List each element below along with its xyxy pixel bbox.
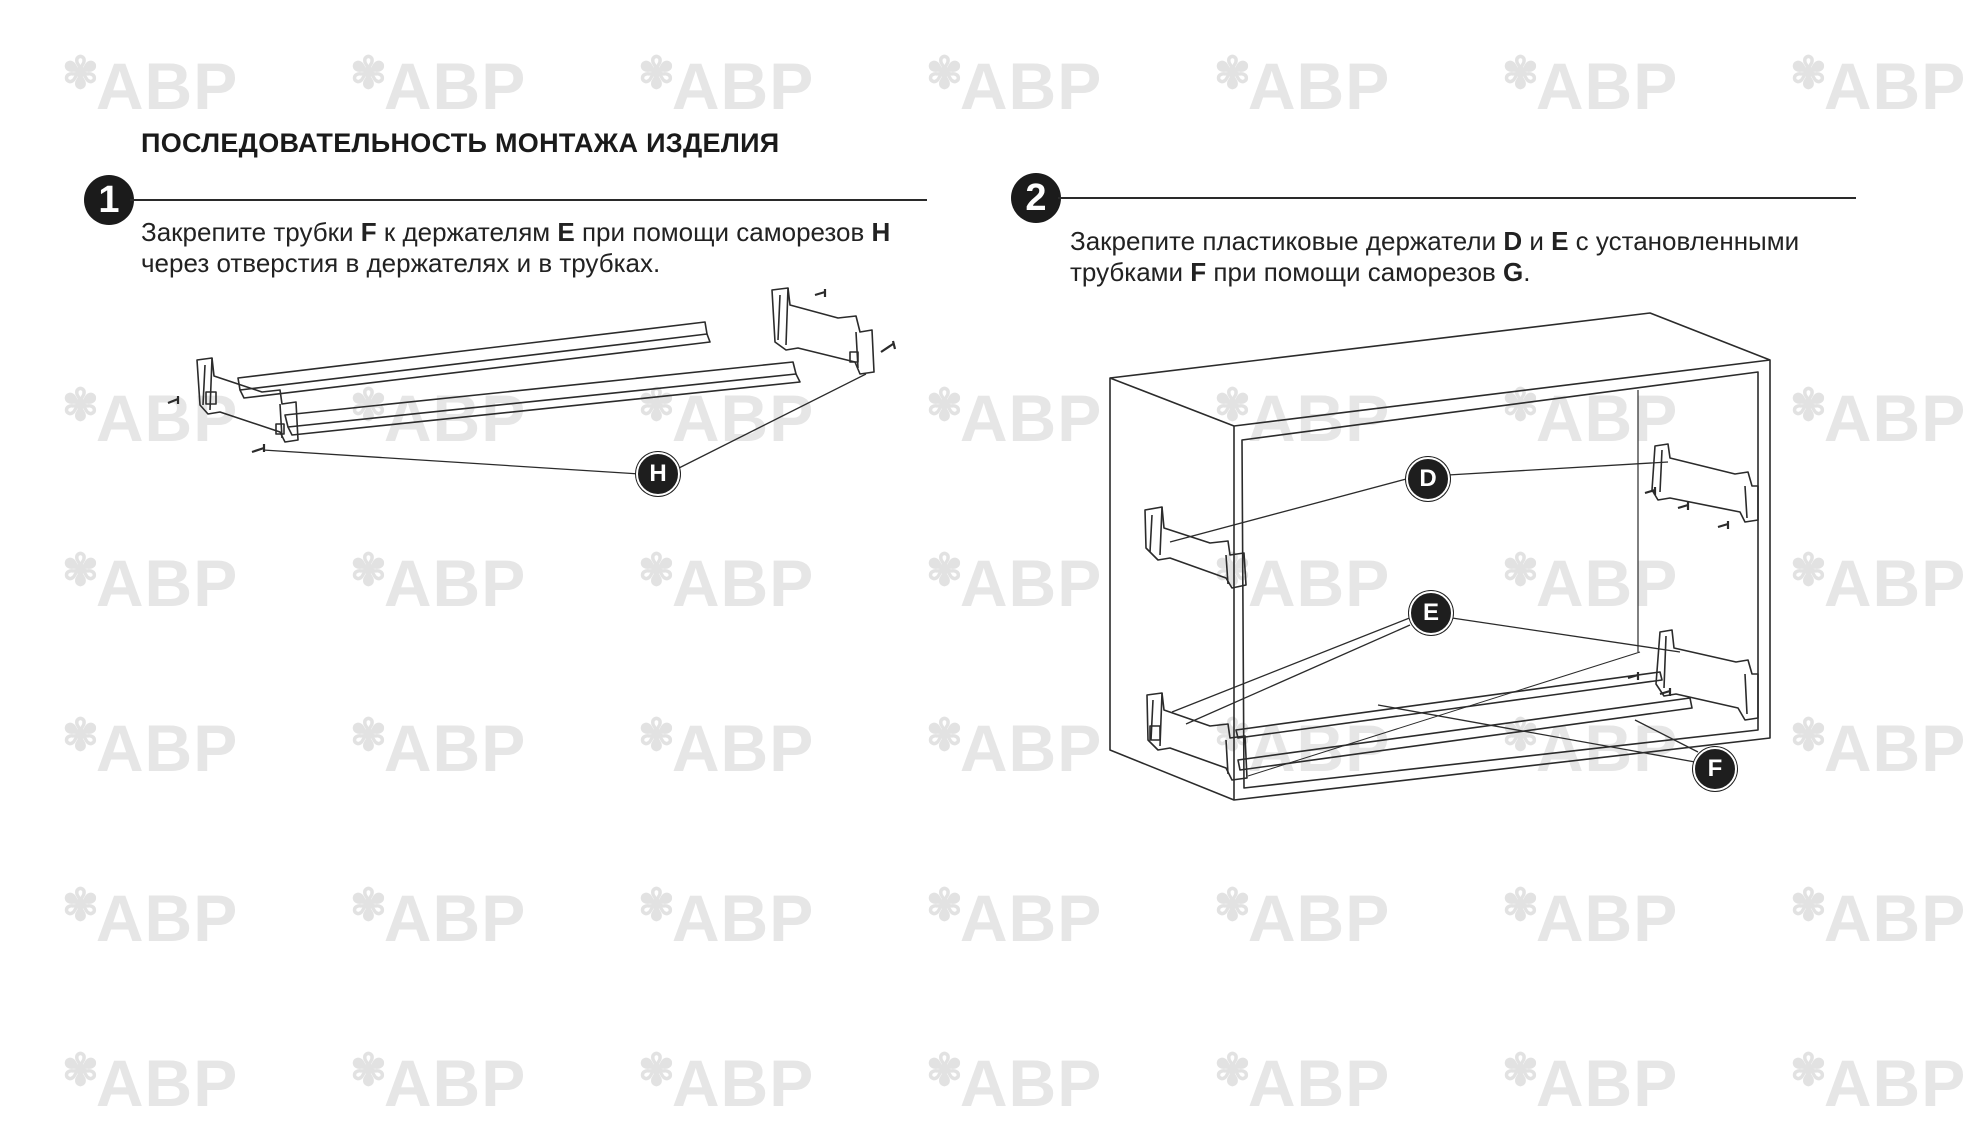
watermark-logo: ✾АВР — [62, 1046, 239, 1120]
watermark-logo: ✾АВР — [1214, 546, 1391, 620]
watermark-logo: ✾АВР — [1502, 711, 1679, 785]
watermark-logo: ✾АВР — [1214, 711, 1391, 785]
watermark-logo: ✾АВР — [638, 546, 815, 620]
watermark-logo: ✾АВР — [1790, 49, 1966, 123]
step-1-number: 1 — [84, 175, 134, 225]
watermark-logo: ✾АВР — [350, 881, 527, 955]
watermark-logo: ✾АВР — [62, 546, 239, 620]
callout-f: F — [1693, 747, 1737, 791]
watermark-logo: ✾АВР — [926, 1046, 1103, 1120]
watermark-logo: ✾АВР — [1502, 1046, 1679, 1120]
step-1-instruction: Закрепите трубки F к держателям E при помощи саморезов H через отверстия в держателях и в трубках. — [141, 217, 891, 278]
watermark-logo: ✾АВР — [1214, 1046, 1391, 1120]
watermark-logo: ✾АВР — [1790, 1046, 1966, 1120]
watermark-logo: ✾АВР — [1502, 546, 1679, 620]
watermark-logo: ✾АВР — [638, 881, 815, 955]
watermark-logo: ✾АВР — [350, 711, 527, 785]
watermark-logo: ✾АВР — [62, 381, 239, 455]
callout-d: D — [1406, 457, 1450, 501]
watermark-logo: ✾АВР — [1790, 381, 1966, 455]
watermark-logo: ✾АВР — [1790, 711, 1966, 785]
watermark-logo: ✾АВР — [638, 49, 815, 123]
watermark-logo: ✾АВР — [350, 381, 527, 455]
watermark-logo: ✾АВР — [926, 49, 1103, 123]
watermark-logo: ✾АВР — [926, 881, 1103, 955]
watermark-logo: ✾АВР — [926, 381, 1103, 455]
watermark-logo: ✾АВР — [1790, 546, 1966, 620]
step-2-instruction: Закрепите пластиковые держатели D и E с установленными трубками F при помощи саморезов G. — [1070, 226, 1800, 287]
watermark-logo: ✾АВР — [350, 1046, 527, 1120]
watermark-logo: ✾АВР — [638, 381, 815, 455]
watermark-logo: ✾АВР — [1502, 49, 1679, 123]
callout-h: H — [636, 452, 680, 496]
watermark-logo: ✾АВР — [1502, 881, 1679, 955]
step-1-illustration — [168, 288, 895, 474]
watermark-logo: ✾АВР — [926, 546, 1103, 620]
callout-e: E — [1409, 591, 1453, 635]
page-title: ПОСЛЕДОВАТЕЛЬНОСТЬ МОНТАЖА ИЗДЕЛИЯ — [141, 128, 780, 158]
watermark-logo: ✾АВР — [62, 881, 239, 955]
watermark-logo: ✾АВР — [1214, 49, 1391, 123]
watermark-logo: ✾АВР — [926, 711, 1103, 785]
step-2-illustration — [1110, 313, 1770, 800]
watermark-logo: ✾АВР — [62, 49, 239, 123]
watermark-logo: ✾АВР — [350, 49, 527, 123]
step-2-number: 2 — [1011, 173, 1061, 223]
watermark-logo: ✾АВР — [638, 1046, 815, 1120]
watermark-logo: ✾АВР — [1502, 381, 1679, 455]
watermark-logo: ✾АВР — [1214, 881, 1391, 955]
watermark-logo: ✾АВР — [350, 546, 527, 620]
watermark-logo: ✾АВР — [62, 711, 239, 785]
watermark-logo: ✾АВР — [1214, 381, 1391, 455]
watermark-logo: ✾АВР — [638, 711, 815, 785]
watermark-logo: ✾АВР — [1790, 881, 1966, 955]
